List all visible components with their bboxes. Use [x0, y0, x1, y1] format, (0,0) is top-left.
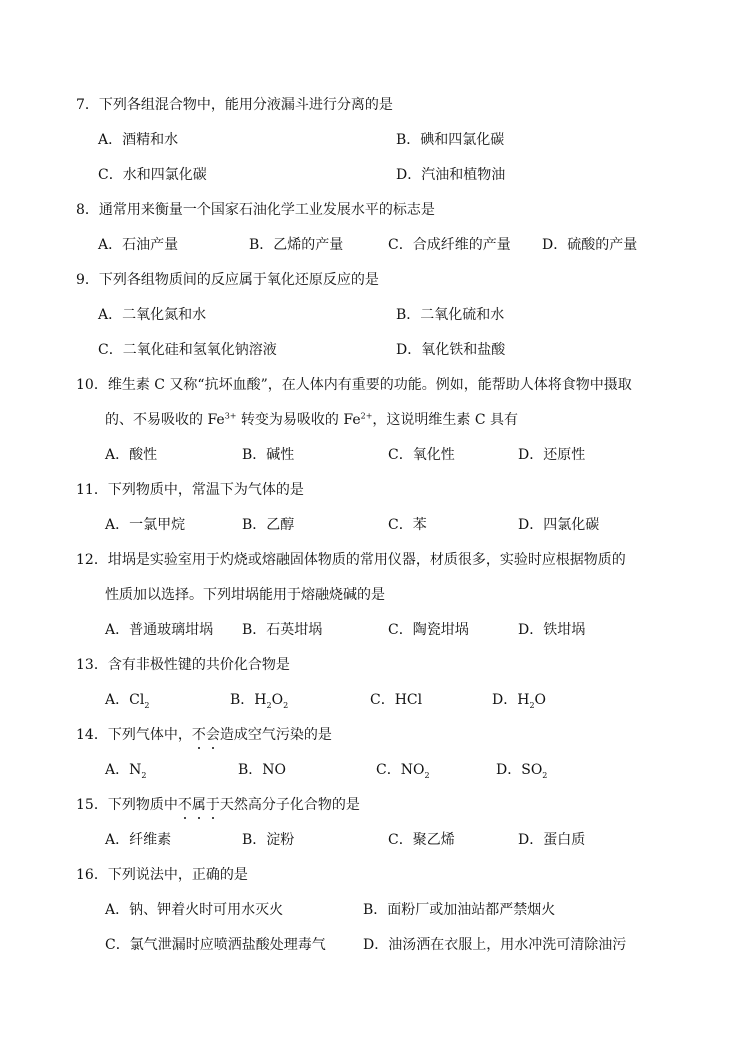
emphasis-char: 不	[177, 797, 192, 813]
question-11-stem: 11．下列物质中，常温下为气体的是	[76, 482, 304, 498]
option-d-text-end: O	[534, 692, 547, 708]
subscript: 2	[283, 700, 289, 710]
emphasis-text	[192, 727, 220, 743]
question-7-option-c: C．水和四氯化碳	[98, 167, 207, 183]
question-11-option-b: B．乙醇	[242, 517, 295, 533]
question-12-stem-line1: 12．坩埚是实验室用于灼烧或熔融固体物质的常用仪器，材质很多，实验时应根据物质的	[76, 552, 626, 568]
question-13-option-d	[492, 691, 546, 709]
question-12-option-b: B．石英坩埚	[242, 622, 323, 638]
question-15-option-c: C．聚乙烯	[388, 832, 455, 848]
question-7-option-b: B．碘和四氯化碳	[396, 132, 505, 148]
question-8-option-b: B．乙烯的产量	[249, 237, 344, 253]
question-15-stem	[76, 796, 360, 814]
question-13-stem: 13．含有非极性键的共价化合物是	[76, 657, 290, 673]
question-9-option-a: A．二氧化氮和水	[98, 307, 207, 323]
question-10-option-c: C．氧化性	[388, 447, 455, 463]
question-11-option-a: A．一氯甲烷	[105, 517, 186, 533]
question-11-option-c: C．苯	[388, 517, 427, 533]
question-15-option-d: D．蛋白质	[518, 832, 586, 848]
question-10-option-a: A．酸性	[105, 447, 158, 463]
question-14-option-c	[376, 761, 430, 779]
question-7-option-d: D．汽油和植物油	[396, 167, 506, 183]
option-d-text: D．SO	[496, 762, 543, 778]
question-12-option-d: D．铁坩埚	[518, 622, 586, 638]
question-13-option-b	[230, 691, 288, 709]
question-16-stem: 16．下列说法中，正确的是	[76, 867, 248, 883]
subscript: 2	[266, 700, 272, 710]
question-8-option-a: A．石油产量	[98, 237, 179, 253]
question-10-text-c: ，这说明维生素 C 具有	[372, 412, 519, 428]
question-11-option-d: D．四氯化碳	[518, 517, 600, 533]
question-13-option-a	[105, 691, 149, 709]
question-16-option-b: B．面粉厂或加油站都严禁烟火	[363, 902, 556, 918]
subscript: 2	[424, 770, 430, 780]
question-8-option-c: C．合成纤维的产量	[388, 237, 511, 253]
question-16-option-d: D．油汤洒在衣服上，用水冲洗可清除油污	[363, 937, 627, 953]
question-8-stem: 8．通常用来衡量一个国家石油化学工业发展水平的标志是	[76, 202, 435, 218]
question-12-stem-line2: 性质加以选择。下列坩埚能用于熔融烧碱的是	[105, 587, 385, 603]
question-15-option-b: B．淀粉	[242, 832, 295, 848]
question-14-option-d	[496, 761, 547, 779]
question-14-stem	[76, 726, 332, 744]
question-9-option-b: B．二氧化硫和水	[396, 307, 505, 323]
emphasis-char: 于	[205, 797, 220, 813]
option-c-text: C．NO	[376, 762, 425, 778]
emphasis-char: 会	[205, 727, 220, 743]
question-10-option-b: B．碱性	[242, 447, 295, 463]
question-15-option-a: A．纤维素	[105, 832, 172, 848]
question-9-option-c: C．二氧化硅和氢氧化钠溶液	[98, 342, 277, 358]
question-14-option-a	[105, 761, 146, 779]
question-7-stem: 7．下列各组混合物中，能用分液漏斗进行分离的是	[76, 97, 393, 113]
subscript: 2	[141, 770, 147, 780]
question-10-text-b: 转变为易吸收的 Fe	[236, 412, 361, 428]
question-16-option-a: A．钠、钾着火时可用水灭火	[105, 902, 284, 918]
question-12-option-a: A．普通玻璃坩埚	[105, 622, 214, 638]
subscript: 2	[144, 700, 150, 710]
option-a-text: A．N	[105, 762, 142, 778]
fe2-charge: 2+	[360, 411, 373, 421]
option-b-text-mid: O	[271, 692, 284, 708]
question-14-option-b: B．NO	[238, 762, 287, 778]
stem-text: 14．下列气体中，	[76, 727, 192, 743]
option-a-text: A．Cl	[105, 692, 145, 708]
question-16-option-c: C．氯气泄漏时应喷洒盐酸处理毒气	[105, 937, 326, 953]
emphasis-char: 不	[191, 727, 206, 743]
stem-text-end: 造成空气污染的是	[219, 727, 332, 743]
emphasis-text	[178, 797, 220, 813]
question-8-option-d: D．硫酸的产量	[542, 237, 638, 253]
subscript: 2	[542, 770, 548, 780]
question-10-option-d: D．还原性	[518, 447, 586, 463]
fe3-charge: 3+	[224, 411, 237, 421]
option-d-text: D．H	[492, 692, 530, 708]
question-10-text-a: 的、不易吸收的 Fe	[105, 412, 225, 428]
subscript: 2	[529, 700, 535, 710]
emphasis-char: 属	[191, 797, 206, 813]
question-9-option-d: D．氧化铁和盐酸	[396, 342, 506, 358]
question-9-stem: 9．下列各组物质间的反应属于氧化还原反应的是	[76, 272, 379, 288]
stem-text-end: 天然高分子化合物的是	[219, 797, 360, 813]
question-10-stem-line1: 10．维生素 C 又称“抗坏血酸”，在人体内有重要的功能。例如，能帮助人体将食物中摄取	[76, 377, 632, 393]
option-b-text: B．H	[230, 692, 267, 708]
question-10-stem-line2	[105, 411, 518, 429]
question-13-option-c: C．HCl	[370, 692, 423, 708]
question-12-option-c: C．陶瓷坩埚	[388, 622, 469, 638]
question-7-option-a: A．酒精和水	[98, 132, 179, 148]
stem-text: 15．下列物质中	[76, 797, 178, 813]
